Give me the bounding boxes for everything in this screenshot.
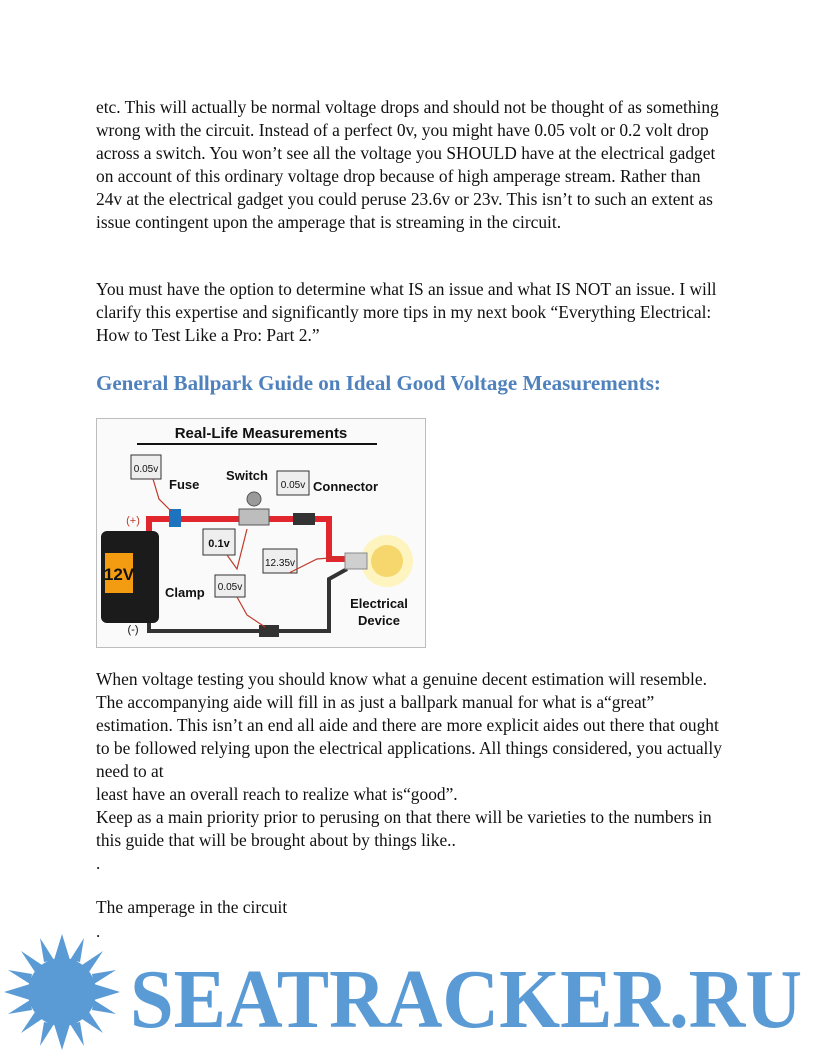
switch — [239, 492, 269, 525]
figure-title: Real-Life Measurements — [174, 425, 348, 442]
paragraph-voltage-testing — [96, 668, 726, 852]
device-label-line1: Electrical — [350, 596, 408, 611]
meter-clamp-reading: 0.05v — [217, 582, 243, 593]
battery-label: 12V — [103, 565, 135, 584]
fuse-label: Fuse — [169, 477, 200, 492]
clamp-label: Clamp — [165, 585, 205, 600]
real-life-measurements-figure — [96, 418, 426, 648]
paragraph-voltage-drops: etc. This will actually be normal voltage drops and should not be thought of as something wrong with the circuit. Instead of a perfect 0v, you might have 0.05 volt or 0.2 volt drop across a switch. You won’t see all the voltage you SHOULD have at the electrical gadget on account of this ordinary voltage drop because of high amperage stream. Rather than 24v at the electrical gadget you could peruse 23.6v or 23v. This isn’t to such an extent as issue contingent upon the amperage that is streaming in the circuit. — [96, 97, 719, 232]
meter-device — [263, 549, 297, 573]
meter-clamp — [215, 575, 245, 597]
connector — [293, 513, 315, 525]
list-item-amperage: The amperage in the circuit — [96, 897, 288, 917]
meter-switch — [203, 529, 235, 555]
paragraph-voltage-testing-line3: Keep as a main priority prior to perusing on that there will be varieties to the numbers in this guide that will be brought about by things like.. — [96, 807, 712, 850]
switch-label: Switch — [226, 468, 268, 483]
paragraph-voltage-testing-line2: least have an overall reach to realize what is“good”. — [96, 784, 458, 804]
bullet-marker: . — [96, 854, 101, 873]
meter-device-reading: 12.35v — [264, 558, 296, 569]
meter-connector-reading: 0.05v — [280, 480, 306, 491]
section-heading: General Ballpark Guide on Ideal Good Voltage Measurements: — [96, 371, 661, 395]
sun-logo-icon — [4, 934, 120, 1050]
connector-label: Connector — [313, 479, 378, 494]
meter-connector — [277, 471, 309, 495]
watermark-text: SEATRACKER.RU — [130, 953, 802, 1046]
paragraph-voltage-testing-line1: When voltage testing you should know what a genuine decent estimation will resemble. The accompanying aide will fill in as just a ballpark manual for what is a“great” estimation. This isn’t an end all aide and there are more explicit aides out there that ought to be followed relying upon the electrical applications. All things considered, you actually need to at — [96, 669, 722, 781]
device-label-line2: Device — [358, 613, 400, 628]
positive-terminal-label: (+) — [126, 515, 140, 527]
clamp-connector — [259, 625, 279, 637]
battery — [101, 531, 159, 623]
fuse — [169, 509, 181, 527]
meter-fuse-reading: 0.05v — [133, 464, 159, 475]
paragraph-issue-determination: You must have the option to determine what IS an issue and what IS NOT an issue. I will clarify this expertise and significantly more tips in my next book “Everything Electrical: How to Test Like a Pro: Part 2.” — [96, 279, 717, 345]
meter-fuse — [131, 455, 161, 479]
bullet-marker: . — [96, 922, 101, 941]
circuit-diagram — [97, 419, 425, 647]
light-bulb — [345, 535, 413, 587]
negative-terminal-label: (-) — [127, 624, 139, 636]
watermark — [0, 930, 816, 1056]
meter-switch-reading: 0.1v — [208, 538, 230, 550]
